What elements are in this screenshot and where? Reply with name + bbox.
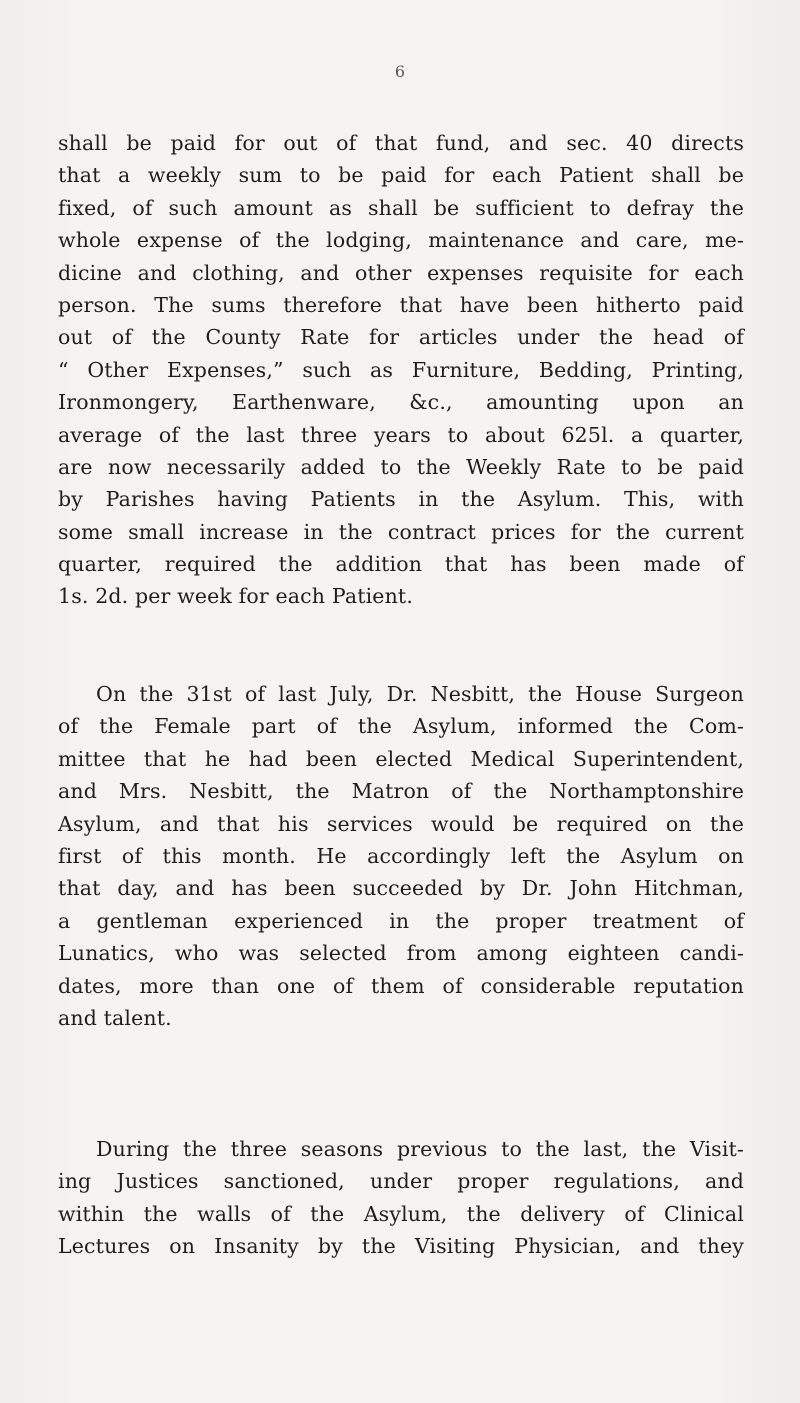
text-line: Asylum, and that his services would be required on the xyxy=(58,811,744,836)
text-line: whole expense of the lodging, maintenance and care, me- xyxy=(58,228,744,253)
text-line: a gentleman experienced in the proper treatment of xyxy=(58,908,744,933)
text-line: Ironmongery, Earthenware, &c., amounting upon an xyxy=(58,390,744,415)
text-line: “ Other Expenses,” such as Furniture, Bedding, Printing, xyxy=(58,357,744,382)
text-line: that a weekly sum to be paid for each Patient shall be xyxy=(58,163,744,188)
text-line: some small increase in the contract prices for the current xyxy=(58,519,744,544)
text-line: mittee that he had been elected Medical Superintendent, xyxy=(58,746,744,771)
text-line: During the three seasons previous to the last, the Visit- xyxy=(96,1137,744,1161)
text-line: and talent. xyxy=(58,1005,172,1030)
text-line: first of this month. He accordingly left the Asylum on xyxy=(58,843,744,868)
text-line: Lectures on Insanity by the Visiting Physician, and they xyxy=(58,1234,744,1259)
text-line: that day, and has been succeeded by Dr. John Hitchman, xyxy=(58,876,744,901)
text-line: Lunatics, who was selected from among eighteen candi- xyxy=(58,941,744,966)
paragraph-3 xyxy=(58,1133,744,1263)
text-line: ing Justices sanctioned, under proper regulations, and xyxy=(58,1169,744,1194)
paragraph-2 xyxy=(58,678,744,1034)
text-line: by Parishes having Patients in the Asylum. This, with xyxy=(58,487,744,512)
text-line: person. The sums therefore that have been hitherto paid xyxy=(58,292,744,317)
text-line: dates, more than one of them of considerable reputation xyxy=(58,973,744,998)
text-line: within the walls of the Asylum, the delivery of Clinical xyxy=(58,1201,744,1226)
text-line: dicine and clothing, and other expenses requisite for each xyxy=(58,260,744,285)
text-line: out of the County Rate for articles under the head of xyxy=(58,325,744,350)
text-line: On the 31st of last July, Dr. Nesbitt, the House Surgeon xyxy=(96,682,744,706)
text-line: average of the last three years to about 625l. a quarter, xyxy=(58,422,744,447)
text-line: quarter, required the addition that has been made of xyxy=(58,552,744,577)
page-number: 6 xyxy=(394,62,406,81)
text-line: and Mrs. Nesbitt, the Matron of the Northamptonshire xyxy=(58,779,744,804)
text-line: shall be paid for out of that fund, and sec. 40 directs xyxy=(58,131,744,155)
text-line: 1s. 2d. per week for each Patient. xyxy=(58,584,413,609)
text-line: fixed, of such amount as shall be sufficient to defray the xyxy=(58,195,744,220)
text-line: of the Female part of the Asylum, informed the Com- xyxy=(58,714,744,739)
text-line: are now necessarily added to the Weekly Rate to be paid xyxy=(58,454,744,479)
paragraph-1 xyxy=(58,127,744,613)
